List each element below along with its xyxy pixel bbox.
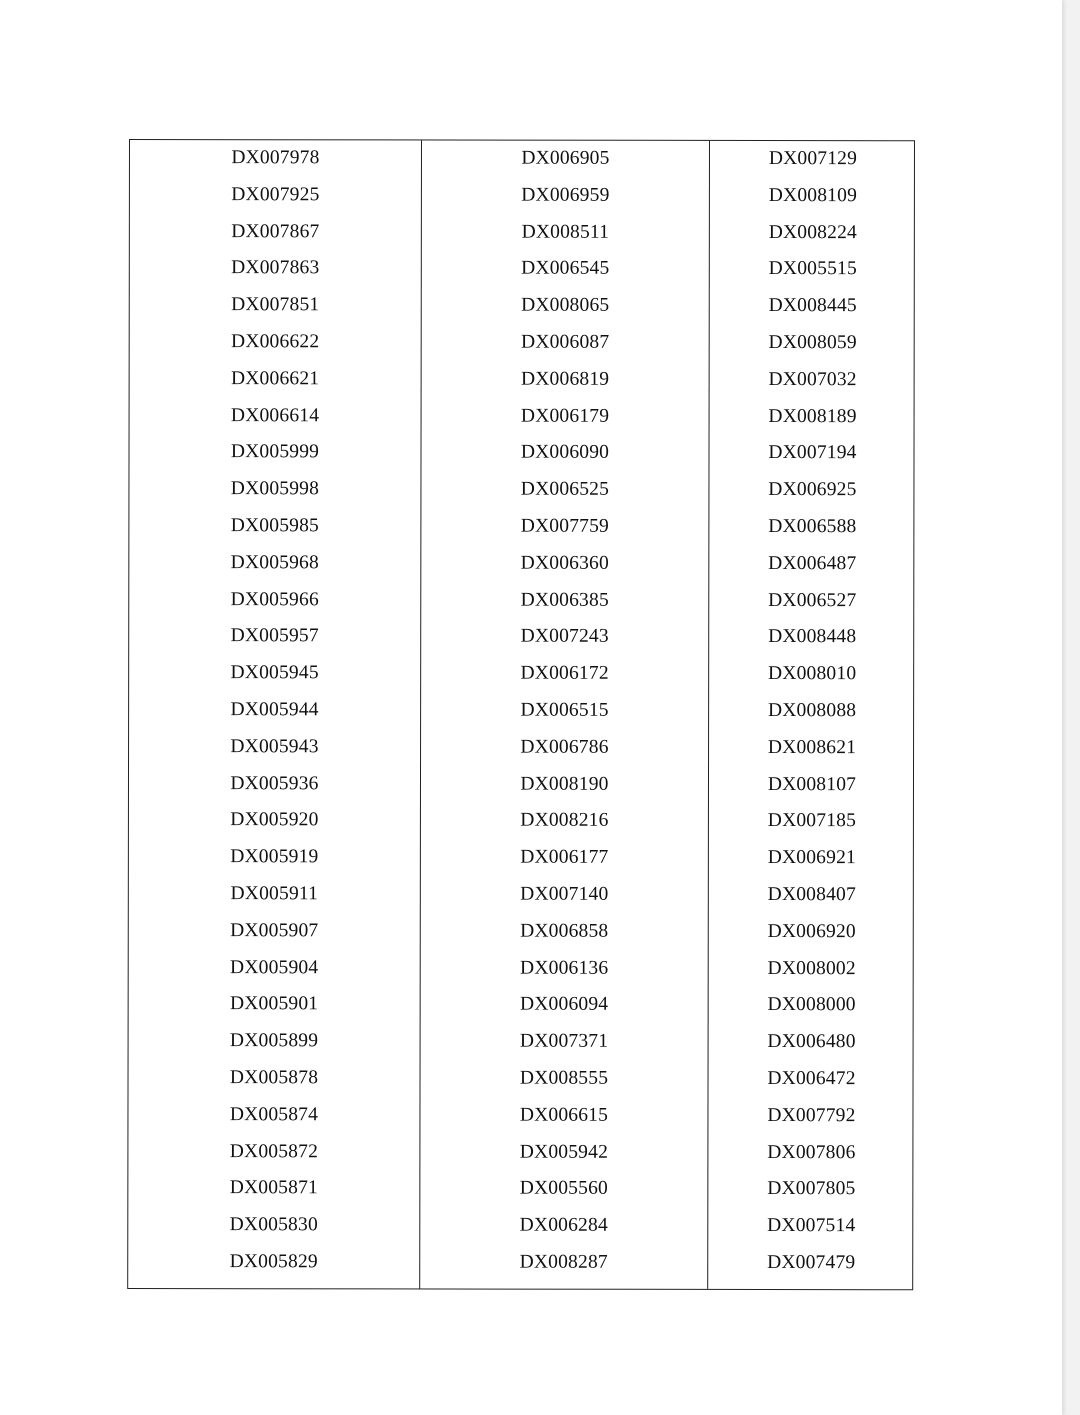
- table-cell: DX007479: [767, 1252, 856, 1274]
- table-cell: DX008407: [767, 884, 856, 906]
- table-cell: DX007851: [231, 294, 320, 316]
- table-column-3: [708, 141, 916, 1289]
- table-cell: DX008448: [768, 626, 857, 648]
- table-cell: DX007867: [231, 220, 320, 242]
- table-cell: DX006284: [519, 1214, 608, 1236]
- table-cell: DX005944: [230, 699, 319, 721]
- table-cell: DX005899: [229, 1030, 319, 1052]
- table-cell: DX008190: [520, 773, 609, 795]
- table-cell: DX006480: [767, 1031, 856, 1053]
- table-cell: DX005830: [229, 1214, 318, 1236]
- table-cell: DX006094: [519, 994, 609, 1016]
- table-cell: DX006515: [520, 699, 609, 721]
- table-cell: DX008287: [519, 1251, 608, 1273]
- table-cell: DX008224: [768, 221, 857, 243]
- table-cell: DX005945: [230, 662, 319, 684]
- table-cell: DX005998: [230, 478, 320, 500]
- table-cell: DX006527: [768, 589, 857, 611]
- table-cell: DX005829: [229, 1251, 318, 1273]
- table-cell: DX005871: [229, 1177, 318, 1199]
- table-cell: DX007863: [231, 257, 320, 279]
- table-cell: DX008059: [768, 332, 857, 354]
- table-cell: DX005907: [230, 919, 319, 942]
- table-cell: DX006921: [767, 847, 857, 869]
- table-cell: DX008107: [767, 773, 857, 795]
- table-cell: DX005942: [519, 1141, 609, 1163]
- table-cell: DX007925: [231, 183, 320, 206]
- table-cell: DX006472: [767, 1068, 856, 1090]
- table-cell: DX005515: [768, 258, 857, 280]
- table-cell: DX006920: [767, 920, 856, 942]
- table-cell: DX005920: [230, 809, 319, 831]
- table-cell: DX005966: [230, 588, 319, 610]
- table-cell: DX008000: [767, 994, 856, 1016]
- table-cell: DX006925: [768, 479, 857, 501]
- table-cell: DX007759: [520, 515, 610, 537]
- table-cell: DX008065: [521, 294, 610, 316]
- table-cell: DX006090: [520, 442, 610, 464]
- table-cell: DX006545: [521, 258, 610, 280]
- table-cell: DX005999: [230, 441, 320, 463]
- table-cell: DX005878: [229, 1067, 319, 1089]
- table-cell: DX008511: [521, 221, 610, 243]
- table-cell: DX006614: [230, 404, 320, 426]
- table-cell: DX005957: [230, 625, 319, 647]
- table-cell: DX006622: [231, 331, 320, 353]
- code-table: [127, 139, 915, 1290]
- table-cell: DX007806: [767, 1141, 856, 1163]
- table-cell: DX007371: [519, 1030, 609, 1052]
- table-cell: DX006136: [520, 957, 609, 979]
- table-cell: DX006360: [520, 552, 609, 574]
- table-cell: DX006179: [520, 405, 610, 427]
- table-cell: DX007185: [767, 810, 857, 832]
- table-cell: DX006588: [768, 516, 857, 538]
- table-cell: DX007792: [767, 1104, 856, 1126]
- table-cell: DX005560: [519, 1178, 608, 1200]
- table-cell: DX008002: [767, 957, 856, 979]
- table-cell: DX005936: [230, 772, 319, 794]
- table-cell: DX007140: [520, 883, 609, 905]
- table-cell: DX007805: [767, 1178, 856, 1200]
- table-cell: DX006905: [521, 147, 610, 169]
- table-cell: DX005874: [229, 1103, 319, 1126]
- table-cell: DX007032: [768, 368, 857, 390]
- table-cell: DX007978: [231, 147, 320, 169]
- table-cell: DX006177: [520, 846, 609, 868]
- table-cell: DX005904: [230, 956, 319, 978]
- table-cell: DX005919: [230, 846, 319, 868]
- table-cell: DX008621: [767, 736, 857, 758]
- table-column-1: [128, 140, 422, 1288]
- table-cell: DX005911: [230, 883, 319, 905]
- table-cell: DX008088: [767, 700, 857, 722]
- table-cell: DX008109: [768, 184, 858, 206]
- table-cell: DX006621: [230, 367, 320, 390]
- table-cell: DX006385: [520, 589, 609, 611]
- table-cell: DX005901: [229, 993, 319, 1015]
- table-cell: DX006087: [521, 331, 610, 353]
- table-cell: DX006615: [519, 1104, 609, 1126]
- table-cell: DX007514: [767, 1215, 856, 1237]
- table-cell: DX007129: [768, 148, 858, 170]
- table-cell: DX006959: [521, 184, 610, 206]
- table-cell: DX006858: [520, 920, 609, 942]
- table-column-2: [420, 140, 710, 1288]
- table-cell: DX007243: [520, 626, 609, 648]
- table-cell: DX006819: [520, 368, 610, 390]
- table-cell: DX007194: [768, 442, 857, 464]
- table-cell: DX005872: [229, 1140, 319, 1162]
- table-cell: DX005968: [230, 551, 319, 574]
- table-cell: DX005943: [230, 735, 319, 758]
- table-cell: DX006525: [520, 478, 610, 500]
- table-cell: DX008189: [768, 405, 857, 427]
- table-cell: DX005985: [230, 515, 320, 537]
- table-cell: DX008445: [768, 295, 857, 317]
- table-cell: DX006487: [768, 552, 857, 574]
- table-cell: DX008216: [520, 810, 609, 832]
- table-cell: DX008010: [768, 663, 857, 685]
- table-cell: DX008555: [519, 1067, 609, 1089]
- table-cell: DX006172: [520, 662, 609, 684]
- table-cell: DX006786: [520, 736, 609, 758]
